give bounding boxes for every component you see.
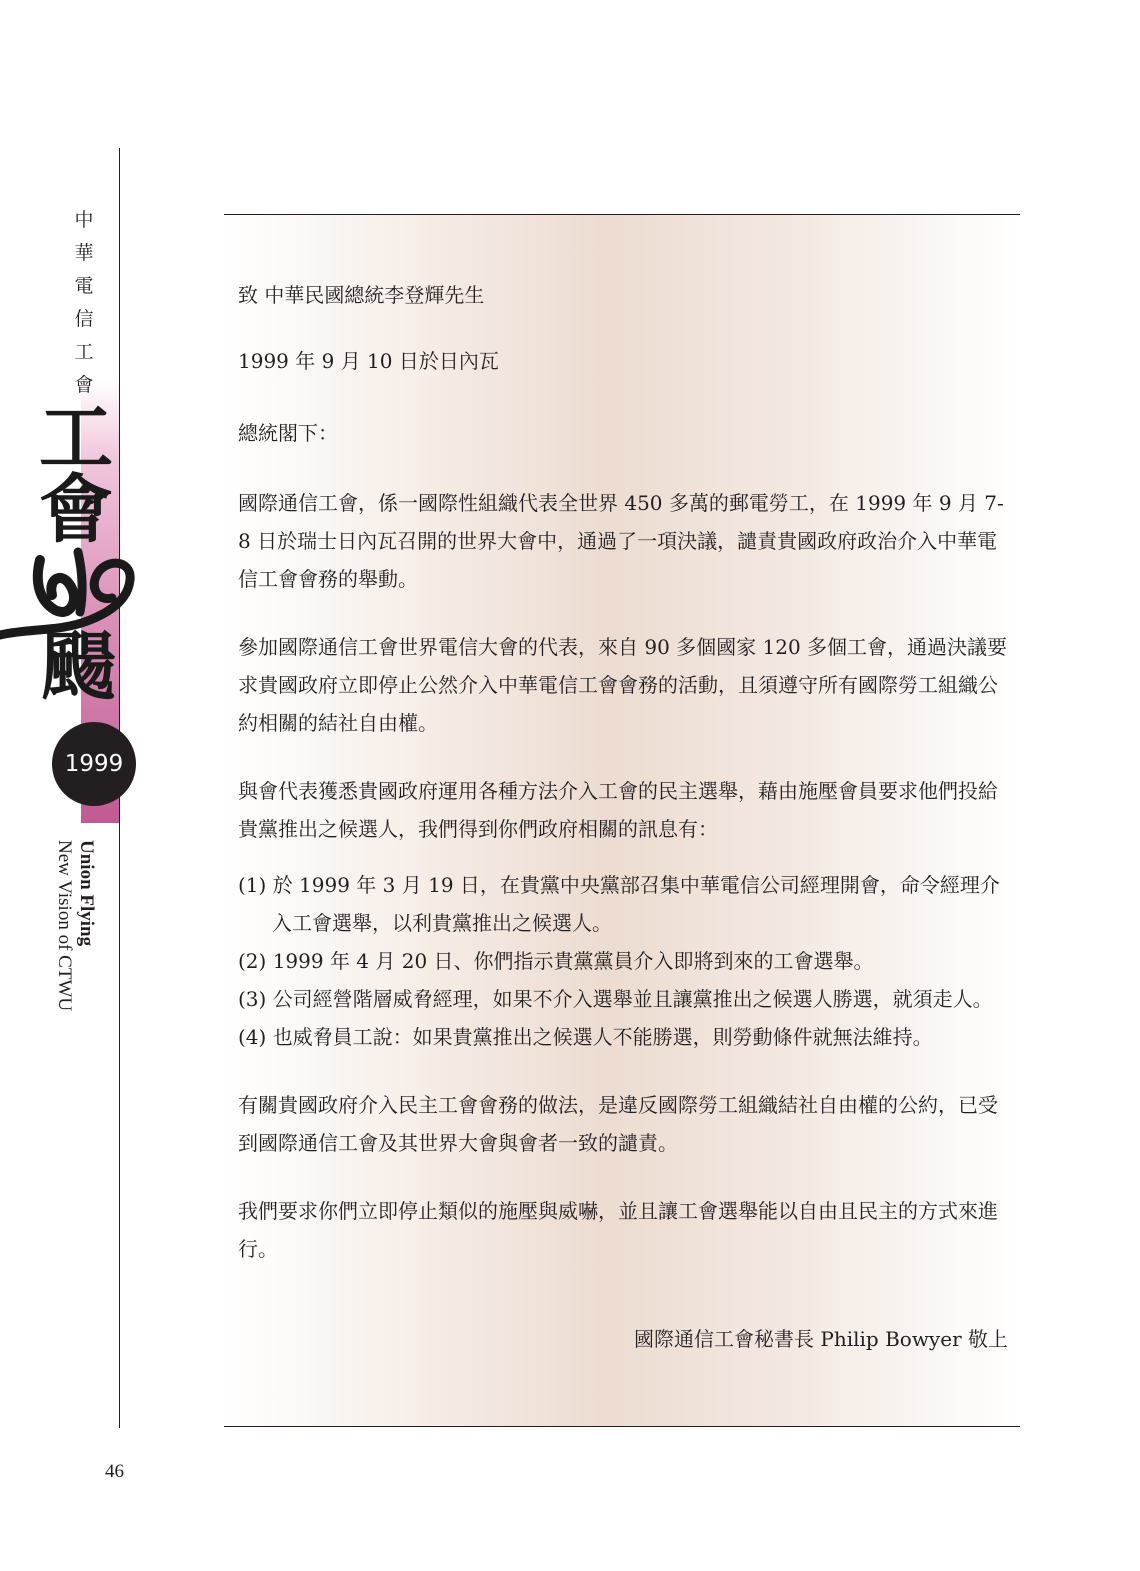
sidebar-english-title (53, 840, 97, 1011)
letter-paragraph: 有關貴國政府介入民主工會會務的做法，是違反國際勞工組織結社自由權的公約，已受到國際通信工會及其世界大會與會者一致的譴責。 (238, 1093, 998, 1155)
english-title: Union Flying (76, 840, 97, 947)
sidebar-org-name: 中華電信工會 (74, 209, 94, 396)
letter-signature: 國際通信工會秘書長 Philip Bowyer 敬上 (634, 1327, 1008, 1351)
letter-salutation: 總統閣下： (238, 421, 338, 445)
incident-list (238, 866, 1008, 1056)
list-item: (1) 於 1999 年 3 月 19 日，在貴黨中央黨部召集中華電信公司經理開會，命令經理介入工會選舉，以利貴黨推出之候選人。 (238, 873, 1000, 935)
list-item: (4) 也威脅員工說：如果貴黨推出之候選人不能勝選，則勞動條件就無法維持。 (238, 1025, 933, 1049)
list-item: (3) 公司經營階層威脅經理，如果不介入選舉並且讓黨推出之候選人勝選，就須走人。 (238, 987, 993, 1011)
sidebar-title-line2: 颺 (42, 624, 116, 710)
english-subtitle: New Vision of CTWU (54, 840, 75, 1012)
letter-paragraph: 參加國際通信工會世界電信大會的代表，來自 90 多個國家 120 多個工會，通過決議要求貴國政府立即停止公然介入中華電信工會會務的活動，且須遵守所有國際勞工組織公約相關的結社自由權。 (238, 635, 1008, 735)
letter-paragraph: 我們要求你們立即停止類似的施壓與威嚇，並且讓工會選舉能以自由且民主的方式來進行。 (238, 1199, 998, 1261)
letter-recipient: 致 中華民國總統李登輝先生 (238, 283, 485, 307)
year-badge: 1999 (52, 722, 136, 806)
letter-paragraph: 國際通信工會，係一國際性組織代表全世界 450 多萬的郵電勞工，在 1999 年 9 月 7-8 日於瑞士日內瓦召開的世界大會中，通過了一項決議，譴責貴國政府政治介入中華電信工會會務的舉動。 (238, 491, 1004, 591)
letter-dateline: 1999 年 9 月 10 日於日內瓦 (238, 349, 499, 373)
page-number: 46 (105, 1461, 124, 1482)
top-rule (224, 214, 1020, 215)
bottom-rule (224, 1426, 1020, 1427)
letter-paragraph: 與會代表獲悉貴國政府運用各種方法介入工會的民主選舉，藉由施壓會員要求他們投給貴黨推出之候選人，我們得到你們政府相關的訊息有： (238, 779, 998, 841)
sidebar-title-line1: 工會 (39, 395, 113, 553)
letter-body (238, 276, 1008, 1358)
list-item: (2) 1999 年 4 月 20 日、你們指示貴黨黨員介入即將到來的工會選舉。 (238, 949, 874, 973)
